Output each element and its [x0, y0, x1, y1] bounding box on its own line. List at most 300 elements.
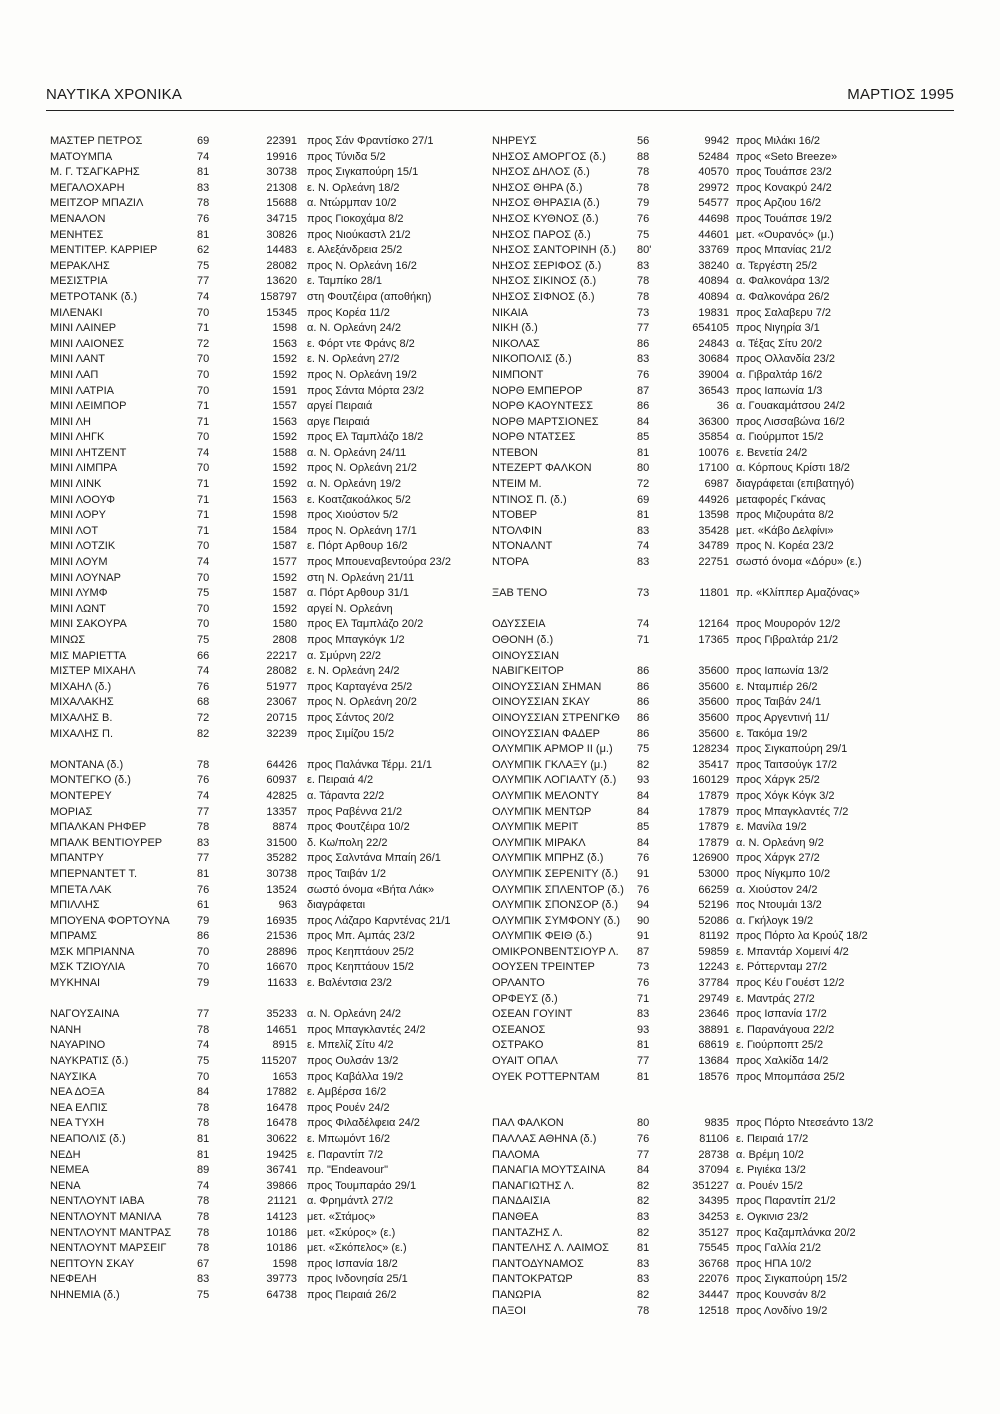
ship-name: ΝΑΥΑΡΙΝΟ — [50, 1039, 106, 1052]
ship-status: ε. Ν. Ορλεάνη 27/2 — [307, 353, 400, 366]
ship-row — [492, 150, 912, 166]
page-header — [46, 86, 954, 108]
ship-name: ΝΕΑ ΔΟΞΑ — [50, 1086, 105, 1099]
ship-status: αργε Πειραιά — [307, 415, 370, 428]
ship-status: προς Κέυ Γουέστ 12/2 — [736, 977, 845, 990]
ship-year: 83 — [197, 1273, 210, 1286]
ship-row — [50, 1023, 470, 1039]
ship-row — [492, 1038, 912, 1054]
ship-name: ΟΙΝΟΥΣΣΙΑΝ ΣΤΡΕΝΓΚΘ — [492, 711, 620, 724]
ship-row — [492, 274, 912, 290]
ship-name: ΝΗΣΟΣ ΑΜΟΡΓΟΣ (δ.) — [492, 150, 606, 163]
ship-year: 78 — [197, 1226, 210, 1239]
ship-row — [492, 368, 912, 384]
ship-name: ΟΥΑΙΤ ΟΠΑΛ — [492, 1055, 558, 1068]
ship-tonnage: 42825 — [266, 789, 297, 802]
ship-status: α. Γιούρμποτ 15/2 — [736, 431, 824, 444]
ship-year: 70 — [197, 368, 210, 381]
ship-status: α. Φρημάντλ 27/2 — [307, 1195, 394, 1208]
ship-status: προς Μπομπάσα 25/2 — [736, 1070, 845, 1083]
ship-tonnage: 34447 — [698, 1288, 729, 1301]
ship-tonnage: 21121 — [267, 1195, 297, 1208]
ship-status: ε. Βαλέντσια 23/2 — [307, 977, 392, 990]
ship-status: μεταφορές Γκάνας — [736, 493, 826, 506]
ship-name: ΠΑΝΤΑΖΗΣ Λ. — [492, 1226, 563, 1239]
ship-name: ΝΗΣΟΣ ΠΑΡΟΣ (δ.) — [492, 228, 591, 241]
ship-name: ΜΕΙΤΖΟΡ ΜΠΑΖΙΛ — [50, 197, 144, 210]
ship-year: 78 — [197, 1242, 210, 1255]
ship-status: προς Παραντίπ 21/2 — [736, 1195, 836, 1208]
ship-row — [50, 196, 470, 212]
ship-tonnage: 20715 — [266, 711, 297, 724]
ship-row — [492, 1023, 912, 1039]
ship-year: 91 — [637, 930, 650, 943]
ship-status: προς Ν. Ορλεάνη 21/2 — [307, 462, 417, 475]
ship-row — [50, 1179, 470, 1195]
ship-name: ΝΤΟΡΑ — [492, 556, 529, 569]
ship-row — [50, 259, 470, 275]
ship-tonnage: 15688 — [266, 197, 297, 210]
ship-row — [492, 415, 912, 431]
ship-tonnage: 36 — [716, 400, 729, 413]
ship-row — [492, 1116, 912, 1132]
ship-year: 71 — [197, 415, 210, 428]
ship-tonnage: 19425 — [266, 1148, 297, 1161]
ship-status: ε. Μπωμόντ 16/2 — [307, 1133, 390, 1145]
ship-name: ΜΙΝΙ ΛΙΜΠΡΑ — [50, 462, 118, 475]
ship-tonnage: 40894 — [698, 290, 729, 303]
ship-name: ΝΗΣΟΣ ΘΗΡΑΣΙΑ (δ.) — [492, 197, 600, 210]
ship-year: 75 — [197, 1055, 210, 1068]
ship-row — [50, 727, 470, 743]
ship-name: ΠΑΝΩΡΙΑ — [492, 1288, 542, 1301]
ship-year: 84 — [637, 1164, 650, 1177]
ship-status: α. Γιβραλτάρ 16/2 — [736, 368, 823, 381]
ship-status: προς Μπαγκλαντές 7/2 — [736, 805, 849, 818]
ship-status: ε. Νταμπιέρ 26/2 — [736, 680, 818, 693]
ship-status: προς Μπ. Αμπάς 23/2 — [307, 930, 415, 943]
ship-year: 78 — [197, 197, 210, 210]
ship-status: προς Χόγκ Κόγκ 3/2 — [736, 789, 835, 802]
ship-tonnage: 32239 — [266, 727, 297, 740]
ship-row — [492, 789, 912, 805]
ship-name: ΟΣΕΑΝ ΓΟΥΙΝΤ — [492, 1008, 573, 1021]
ship-name: ΜΙΝΙ ΛΑΝΤ — [50, 353, 106, 366]
ship-year: 82 — [637, 758, 650, 771]
ship-row — [50, 1194, 470, 1210]
ship-name: ΟΙΝΟΥΣΣΙΑΝ ΣΚΑΥ — [492, 696, 591, 709]
ship-tonnage: 36543 — [698, 384, 729, 397]
ship-row — [492, 1210, 912, 1226]
ship-row — [50, 477, 470, 493]
ship-year: 74 — [197, 789, 210, 802]
ship-row — [492, 228, 912, 244]
ship-tonnage: 13357 — [266, 805, 297, 818]
ship-row — [50, 805, 470, 821]
ship-name: ΜΙΣ ΜΑΡΙΕΤΤΑ — [50, 649, 127, 662]
ship-status: προς Σάντος 20/2 — [307, 711, 395, 724]
ship-status: προς Πόρτο λα Κρούζ 18/2 — [736, 930, 868, 943]
ship-year: 67 — [197, 1257, 210, 1270]
ship-name: ΜΟΝΤΕΓΚΟ (δ.) — [50, 774, 131, 787]
ship-row — [50, 867, 470, 883]
ship-tonnage: 29972 — [698, 181, 729, 194]
ship-year: 83 — [637, 1273, 650, 1286]
ship-year: 78 — [637, 1304, 650, 1317]
ship-row — [50, 384, 470, 400]
ship-name: ΜΙΧΑΗΛ (δ.) — [50, 680, 112, 693]
ship-row — [492, 165, 912, 181]
ship-name: ΝΕΦΕΛΗ — [50, 1273, 97, 1286]
ship-name: ΟΛΥΜΠΙΚ ΣΠΟΝΣΟΡ (δ.) — [492, 899, 619, 912]
ship-status: προς Μπανίας 21/2 — [736, 244, 832, 257]
ship-tonnage: 13598 — [698, 509, 729, 522]
ship-name: ΟΛΥΜΠΙΚ ΣΥΜΦΟΝΥ (δ.) — [492, 914, 621, 927]
ship-year: 77 — [637, 1055, 650, 1068]
ship-status: προς Νιούκαστλ 21/2 — [307, 228, 411, 241]
ship-row — [492, 586, 912, 602]
ship-tonnage: 17100 — [698, 462, 729, 475]
ship-name: ΝΤΕΒΟΝ — [492, 446, 538, 459]
ship-tonnage: 1592 — [272, 602, 297, 615]
ship-status: προς Σαλαβερυ 7/2 — [736, 306, 832, 319]
ship-year: 86 — [637, 680, 650, 693]
ship-name: ΜΕΤΡΟΤΑΝΚ (δ.) — [50, 290, 138, 303]
ship-tonnage: 14651 — [266, 1023, 297, 1036]
ship-tonnage: 35127 — [698, 1226, 729, 1239]
ship-row — [492, 555, 912, 571]
ship-tonnage: 1580 — [272, 618, 297, 631]
ship-tonnage: 1592 — [272, 478, 297, 491]
ship-row — [50, 836, 470, 852]
ship-year: 81 — [637, 1242, 650, 1255]
ship-name: ΝΕΜΕΑ — [50, 1164, 90, 1177]
ship-row — [492, 773, 912, 789]
ship-year: 81 — [197, 1148, 210, 1161]
ship-year: 78 — [637, 290, 650, 303]
ship-year: 83 — [637, 1257, 650, 1270]
ship-status: α. Τεργέστη 25/2 — [736, 259, 818, 272]
ship-status: προς Ισπανία 17/2 — [736, 1008, 827, 1021]
ship-tonnage: 35600 — [698, 696, 729, 709]
ship-name: ΝΟΡΘ ΕΜΠΕΡΟΡ — [492, 384, 583, 397]
ship-row — [492, 243, 912, 259]
ship-row — [492, 446, 912, 462]
ship-row — [492, 524, 912, 540]
ship-name: ΝΕΝΤΛΟΥΝΤ ΙΑΒΑ — [50, 1195, 145, 1208]
ship-name: ΝΕΝΑ — [50, 1179, 81, 1192]
ship-tonnage: 44926 — [698, 493, 729, 506]
ship-name: ΝΗΡΕΥΣ — [492, 135, 537, 147]
ship-year: 83 — [637, 353, 650, 366]
ship-name: ΜΠΙΛΛΗΣ — [50, 899, 100, 912]
ship-status: α. Κόρπους Κρίστι 18/2 — [736, 462, 850, 475]
ship-status: ε. Πειραιά 17/2 — [736, 1133, 809, 1145]
ship-name: ΝΤΙΝΟΣ Π. (δ.) — [492, 493, 567, 506]
ship-tonnage: 158797 — [260, 290, 297, 303]
ship-tonnage: 35854 — [698, 431, 729, 444]
ship-tonnage: 30622 — [266, 1133, 297, 1145]
ship-status: ε. Ν. Ορλεάνη 18/2 — [307, 181, 400, 194]
ship-status: σωστό όνομα «Δόρυ» (ε.) — [736, 556, 862, 569]
ship-tonnage: 30738 — [266, 166, 297, 179]
ship-row — [50, 539, 470, 555]
ship-status: μετ. «Σκόπελος» (ε.) — [307, 1242, 407, 1255]
ship-row — [492, 680, 912, 696]
ship-tonnage: 16478 — [266, 1101, 297, 1114]
ship-tonnage: 64738 — [266, 1288, 297, 1301]
ship-status: α. Φαλκονάρα 26/2 — [736, 290, 830, 303]
ship-row — [50, 306, 470, 322]
ship-row — [50, 555, 470, 571]
ship-year: 62 — [197, 244, 210, 257]
ship-name: ΝΙΜΠΟΝΤ — [492, 368, 544, 381]
ship-name: ΝΤΟΛΦΙΝ — [492, 524, 542, 537]
ship-name: ΜΑΤΟΥΜΠΑ — [50, 150, 113, 163]
ship-tonnage: 30738 — [266, 867, 297, 880]
ship-row — [50, 399, 470, 415]
ship-year: 84 — [637, 805, 650, 818]
ship-status: προς «Seto Breeze» — [736, 150, 838, 163]
ship-name: ΝΟΡΘ ΚΑΟΥΝΤΕΣΣ — [492, 400, 594, 413]
ship-year: 74 — [197, 290, 210, 303]
ship-name: ΜΙΝΙ ΛΟΟΥΦ — [50, 493, 116, 506]
ship-row — [492, 820, 912, 836]
ship-name: ΝΙΚΟΛΑΣ — [492, 337, 540, 350]
ship-name: ΜΣΚ ΜΠΡΙΑΝΝΑ — [50, 945, 135, 958]
ship-name: ΟΛΥΜΠΙΚ ΦΕΙΘ (δ.) — [492, 930, 593, 943]
ship-status: προς Γαλλία 21/2 — [736, 1242, 822, 1255]
ship-name: ΟΛΥΜΠΙΚ ΣΕΡΕΝΙΤΥ (δ.) — [492, 867, 619, 880]
ship-status: προς Φουτζέιρα 10/2 — [307, 821, 410, 834]
ship-tonnage: 21536 — [266, 930, 297, 943]
ship-list-left-column — [50, 134, 470, 1304]
ship-name: ΝΟΡΘ ΝΤΑΤΣΕΣ — [492, 431, 576, 444]
ship-status: προς Ρουέν 24/2 — [307, 1101, 390, 1114]
ship-name: Μ. Γ. ΤΣΑΓΚΑΡΗΣ — [50, 166, 140, 179]
ship-year: 56 — [637, 135, 650, 147]
ship-tonnage: 1584 — [272, 524, 297, 537]
ship-tonnage: 35428 — [698, 524, 729, 537]
ship-tonnage: 23646 — [698, 1008, 729, 1021]
ship-status: προς Μπαγκόγκ 1/2 — [307, 634, 405, 646]
ship-name: ΝΙΚΟΠΟΛΙΣ (δ.) — [492, 353, 572, 366]
ship-name: ΝΤΕΖΕΡΤ ΦΑΛΚΟΝ — [492, 462, 592, 475]
ship-tonnage: 1557 — [272, 400, 297, 413]
ship-status: προς Μουρορόν 12/2 — [736, 618, 841, 631]
ship-name: ΜΙΝΙ ΣΑΚΟΥΡΑ — [50, 618, 127, 631]
ship-year: 75 — [197, 259, 210, 272]
ship-name: ΟΥΕΚ ΡΟΤΤΕΡΝΤΑΜ — [492, 1070, 600, 1083]
ship-tonnage: 126900 — [692, 852, 729, 865]
ship-row — [50, 1007, 470, 1023]
ship-tonnage: 66259 — [698, 883, 729, 896]
ship-year: 83 — [637, 259, 650, 272]
ship-status: προς Σαλντάνα Μπαίη 26/1 — [307, 852, 441, 865]
ship-status: προς Καζαμπλάνκα 20/2 — [736, 1226, 856, 1239]
ship-name: ΜΕΓΑΛΟΧΑΡΗ — [50, 181, 125, 194]
ship-row — [492, 493, 912, 509]
ship-row — [50, 150, 470, 166]
ship-name: ΜΙΝΙ ΛΟΥΜ — [50, 556, 108, 569]
ship-status: ε. Παραντίπ 7/2 — [307, 1148, 384, 1161]
ship-tonnage: 28082 — [266, 665, 297, 678]
ship-name: ΝΟΡΘ ΜΑΡΤΣΙΟΝΕΣ — [492, 415, 599, 428]
ship-tonnage: 17879 — [698, 836, 729, 849]
ship-tonnage: 36768 — [698, 1257, 729, 1270]
ship-row — [492, 134, 912, 150]
ship-name: ΝΗΣΟΣ ΔΗΛΟΣ (δ.) — [492, 166, 590, 179]
ship-tonnage: 9835 — [704, 1117, 729, 1130]
ship-row — [492, 212, 912, 228]
ship-row — [492, 477, 912, 493]
ship-name: ΜΕΣΙΣΤΡΙΑ — [50, 275, 108, 288]
ship-year: 71 — [197, 400, 210, 413]
ship-row — [50, 914, 470, 930]
ship-year: 86 — [637, 665, 650, 678]
ship-row — [492, 337, 912, 353]
ship-status: α. Ν. Ορλεάνη 19/2 — [307, 478, 401, 491]
ship-tonnage: 16935 — [266, 914, 297, 927]
ship-row — [50, 212, 470, 228]
ship-year: 76 — [637, 977, 650, 990]
ship-tonnage: 2808 — [272, 634, 297, 646]
ship-status: προς Κουνσάν 8/2 — [736, 1288, 827, 1301]
ship-tonnage: 28082 — [266, 259, 297, 272]
ship-row — [492, 664, 912, 680]
ship-year: 77 — [197, 852, 210, 865]
ship-year: 70 — [197, 1070, 210, 1083]
ship-row — [50, 1038, 470, 1054]
ship-row — [50, 945, 470, 961]
ship-status: α. Ν. Ορλεάνη 24/2 — [307, 322, 401, 335]
ship-name: ΠΑΝΑΓΙΩΤΗΣ Λ. — [492, 1179, 575, 1192]
ship-status: α. Ν. Ορλεάνη 24/11 — [307, 446, 407, 459]
ship-year: 87 — [637, 945, 650, 958]
ship-name: ΜΙΝΙ ΛΑΤΡΙΑ — [50, 384, 114, 397]
ship-status: ε. Βενετία 24/2 — [736, 446, 808, 459]
ship-row — [50, 1226, 470, 1242]
ship-row — [492, 1194, 912, 1210]
ship-year: 75 — [197, 587, 210, 600]
ship-row — [50, 602, 470, 618]
ship-tonnage: 1598 — [272, 509, 297, 522]
ship-status: ε. Φόρτ ντε Φράνς 8/2 — [307, 337, 415, 350]
ship-name: ΠΑΛΟΜΑ — [492, 1148, 540, 1161]
ship-row — [50, 976, 470, 992]
ship-name: ΠΑΝΘΕΑ — [492, 1210, 539, 1223]
ship-status: ε. Κοατζακοάλκος 5/2 — [307, 493, 411, 506]
ship-tonnage: 1563 — [272, 337, 297, 350]
ship-tonnage: 115207 — [261, 1055, 297, 1068]
ship-row — [50, 461, 470, 477]
ship-row — [492, 805, 912, 821]
ship-year: 86 — [637, 711, 650, 724]
ship-status: ε. Ν. Ορλεάνη 24/2 — [307, 665, 400, 678]
ship-row — [50, 1054, 470, 1070]
ship-tonnage: 35282 — [266, 852, 297, 865]
ship-name: ΜΙΝΙ ΛΙΝΚ — [50, 478, 102, 491]
ship-tonnage: 13684 — [698, 1055, 729, 1068]
ship-year: 75 — [637, 228, 650, 241]
ship-status: ε. Ριγιέκα 13/2 — [736, 1164, 806, 1177]
ship-status: προς Νίγκμπο 10/2 — [736, 867, 831, 880]
ship-year: 74 — [197, 446, 210, 459]
ship-status: προς Σάντα Μόρτα 23/2 — [307, 384, 424, 397]
ship-year: 83 — [637, 556, 650, 569]
ship-year: 70 — [197, 384, 210, 397]
ship-year: 70 — [197, 540, 210, 553]
ship-row — [492, 306, 912, 322]
ship-status: ε. Ταμπίκο 28/1 — [307, 275, 383, 288]
ship-status: προς Ολλανδία 23/2 — [736, 353, 835, 366]
ship-year: 74 — [197, 556, 210, 569]
ship-status: προς Ν. Ορλεάνη 17/1 — [307, 524, 417, 537]
ship-year: 74 — [637, 540, 650, 553]
ship-name: ΟΙΝΟΥΣΣΙΑΝ ΦΑΔΕΡ — [492, 727, 600, 740]
ship-row — [50, 243, 470, 259]
ship-year: 89 — [197, 1164, 210, 1177]
ship-row — [50, 586, 470, 602]
ship-status: προς Πειραιά 26/2 — [307, 1288, 397, 1301]
ship-tonnage: 1577 — [272, 556, 297, 569]
ship-row — [492, 1007, 912, 1023]
ship-year: 71 — [197, 493, 210, 506]
ship-status: ε. Μαντράς 27/2 — [736, 992, 815, 1005]
ship-name: ΜΙΝΙ ΛΑΙΝΕΡ — [50, 322, 117, 335]
ship-name: ΝΤΕΙΜ Μ. — [492, 478, 542, 491]
ship-status: ε. Μπαντάρ Χομεινί 4/2 — [736, 945, 849, 958]
ship-year: 94 — [637, 899, 650, 912]
ship-tonnage: 17879 — [698, 789, 729, 802]
ship-tonnage: 1563 — [272, 415, 297, 428]
ship-status: προς Σάν Φραντίσκο 27/1 — [307, 135, 434, 147]
ship-status: α. Φαλκονάρα 13/2 — [736, 275, 830, 288]
ship-name: ΜΙΝΙ ΛΑΠ — [50, 368, 99, 381]
ship-status: α. Ρουέν 15/2 — [736, 1179, 803, 1192]
ship-year: 78 — [637, 166, 650, 179]
ship-row — [492, 461, 912, 477]
ship-status: α. Σμύρνη 22/2 — [307, 649, 381, 662]
section-gap — [50, 742, 470, 758]
ship-year: 87 — [637, 384, 650, 397]
ship-name: ΠΑΝΤΟΚΡΑΤΩΡ — [492, 1273, 573, 1286]
ship-year: 76 — [197, 774, 210, 787]
ship-status: μετ. «Σκύρος» (ε.) — [307, 1226, 396, 1239]
ship-year: 82 — [637, 1288, 650, 1301]
ship-status: α. Γουακαμάτσου 24/2 — [736, 400, 846, 413]
ship-name: ΜΙΝΙ ΛΟΤΖΙΚ — [50, 540, 116, 553]
ship-year: 76 — [637, 1133, 650, 1145]
ship-status: προς Ταιβάν 24/1 — [736, 696, 822, 709]
ship-row — [50, 1101, 470, 1117]
ship-tonnage: 1598 — [272, 322, 297, 335]
ship-year: 70 — [197, 961, 210, 974]
ship-tonnage: 15345 — [266, 306, 297, 319]
ship-tonnage: 68619 — [698, 1039, 729, 1052]
issue-date: ΜΑΡΤΙΟΣ 1995 — [847, 86, 954, 103]
ship-status: α. Τέξας Σίτυ 20/2 — [736, 337, 823, 350]
ship-year: 77 — [197, 275, 210, 288]
ship-row — [50, 758, 470, 774]
ship-name: ΠΑΞΟΙ — [492, 1304, 527, 1317]
ship-year: 85 — [637, 431, 650, 444]
ship-year: 86 — [197, 930, 210, 943]
ship-status: προς Ισπανία 18/2 — [307, 1257, 398, 1270]
ship-name: ΟΛΥΜΠΙΚ ΓΚΛΑΞΥ (μ.) — [492, 758, 607, 771]
ship-row — [50, 820, 470, 836]
ship-year: 86 — [637, 727, 650, 740]
